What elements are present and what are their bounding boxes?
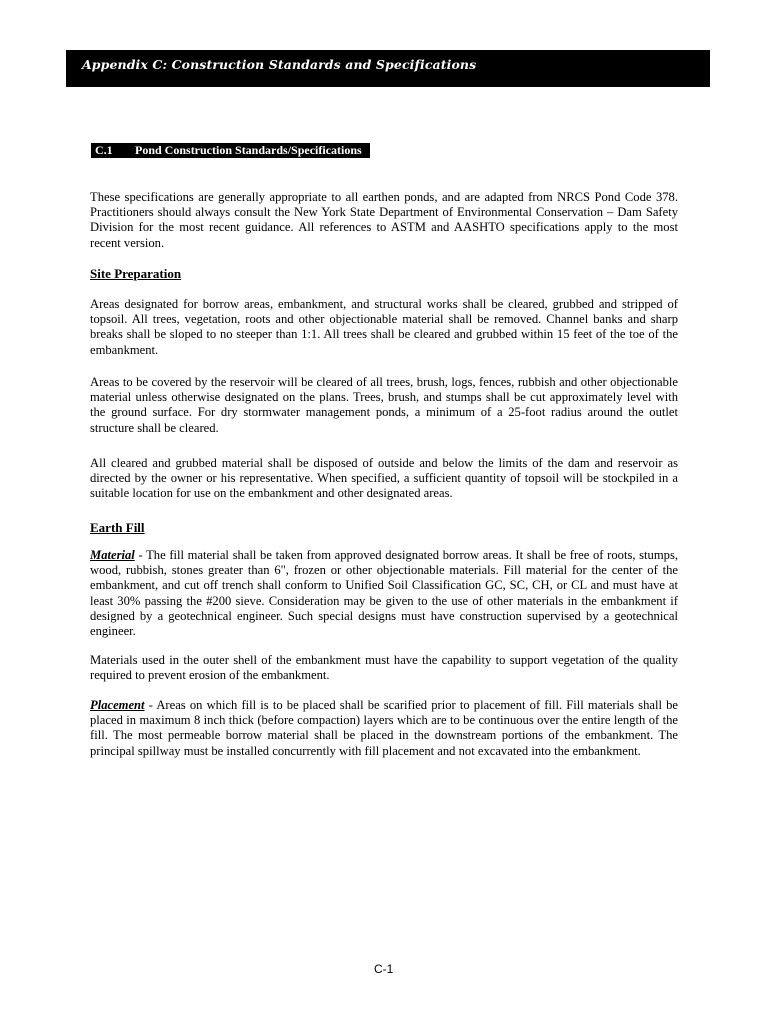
site-prep-paragraph-3: All cleared and grubbed material shall be disposed of outside and below the limits of the dam and reservoir as directed by the owner or his representative. When specified, a sufficient quantity of topsoil will be stockpiled in a suitable location for use on the embankment and other designated areas. <box>90 456 678 501</box>
placement-text: - Areas on which fill is to be placed shall be scarified prior to placement of fill. Fill materials shall be placed in maximum 8 inch thick (before compaction) layers which are to be continuous over the entire length of the fill. The most permeable borrow material shall be placed in the downstream portions of the embankment. The principal spillway must be installed concurrently with fill placement and not excavated into the embankment. <box>90 698 678 758</box>
material-lead: Material <box>90 548 135 562</box>
page-number: C-1 <box>374 962 394 976</box>
material-text: - The fill material shall be taken from approved designated borrow areas. It shall be free of roots, stumps, wood, rubbish, stones greater than 6", frozen or other objectionable materials. Fill material for the center of the embankment, and cut off trench shall conform to Unified Soil Classification GC, SC, CH, or CL and must have at least 30% passing the #200 sieve. Consideration may be given to the use of other materials in the embankment if designed by a geotechnical engineer. Such special designs must have construction supervised by a geotechnical engineer. <box>90 548 678 639</box>
appendix-title: Appendix C: Construction Standards and Specifications <box>82 57 477 72</box>
earth-fill-heading: Earth Fill <box>90 520 145 535</box>
section-title: Pond Construction Standards/Specifications <box>135 143 362 157</box>
placement-lead: Placement <box>90 698 145 712</box>
section-label <box>91 143 370 158</box>
placement-paragraph <box>90 698 678 759</box>
section-number: C.1 <box>95 143 113 157</box>
appendix-header-bar <box>66 50 710 87</box>
site-prep-paragraph-2: Areas to be covered by the reservoir will be cleared of all trees, brush, logs, fences, rubbish and other objectionable material unless otherwise designated on the plans. Trees, brush, and stumps shall be cut approximately level with the ground surface. For dry stormwater management ponds, a minimum of a 25-foot radius around the outlet structure shall be cleared. <box>90 375 678 435</box>
outer-shell-paragraph: Materials used in the outer shell of the embankment must have the capability to support vegetation of the quality required to prevent erosion of the embankment. <box>90 653 678 683</box>
material-paragraph <box>90 548 678 639</box>
site-prep-paragraph-1: Areas designated for borrow areas, embankment, and structural works shall be cleared, grubbed and stripped of topsoil. All trees, vegetation, roots and other objectionable material shall be removed. Channel banks and sharp breaks shall be sloped to no steeper than 1:1. All trees shall be cleared and grubbed within 15 feet of the toe of the embankment. <box>90 297 678 357</box>
site-preparation-heading: Site Preparation <box>90 266 182 281</box>
intro-paragraph: These specifications are generally appropriate to all earthen ponds, and are adapted from NRCS Pond Code 378. Practitioners should always consult the New York State Department of Environmental Conservation – Dam Safety Division for the most recent guidance. All references to ASTM and AASHTO specifications apply to the most recent version. <box>90 190 678 250</box>
